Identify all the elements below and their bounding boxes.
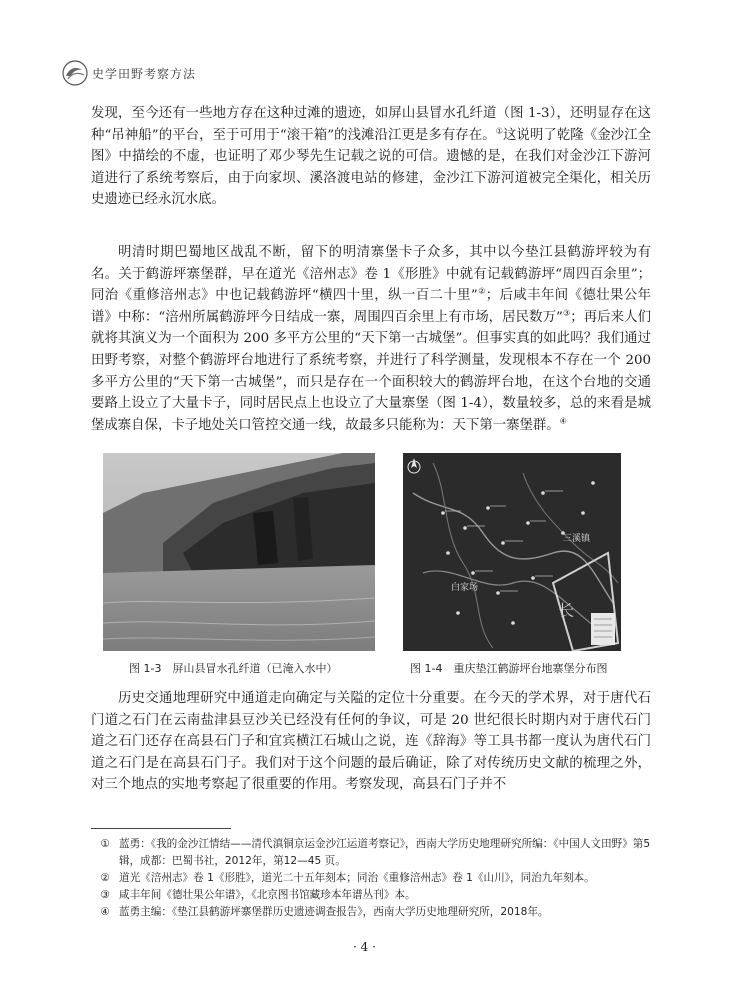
figure-1-4-caption: 图 1-4 重庆垫江鹤游坪台地寨堡分布图 — [410, 662, 608, 675]
wave-logo-icon — [62, 60, 88, 86]
footnote-mark: ① — [100, 838, 110, 850]
footnote-divider — [91, 828, 231, 829]
paragraph-1 — [91, 103, 651, 211]
figure-1-4-map — [403, 453, 621, 651]
map-label-chang: 长 — [558, 601, 575, 620]
paragraph-1-text-b: 这说明了乾隆《金沙江全图》中描绘的不虚，也证明了邓少琴先生记载之说的可信。遗憾的是，在我们对金沙江下游河道进行了系统考察后，由于向家坝、溪洛渡电站的修建，金沙江下游河道被完全渠化，相关历史遗迹已经永沉水底。 — [91, 127, 651, 208]
footnote-mark: ③ — [100, 889, 110, 901]
footnote-text: 咸丰年间《德壮果公年谱》，《北京图书馆藏珍本年谱丛刊》本。 — [119, 889, 416, 901]
footnote-text: 蓝勇主编：《垫江县鹤游坪寨堡群历史遗迹调查报告》，西南大学历史地理研究所，2018年。 — [119, 906, 549, 918]
footnote-3 — [91, 887, 651, 904]
paragraph-2-text-c: ；再后来人们就将其演义为一个面积为 200 多平方公里的“天下第一古城堡”。但事实真的如此吗？我们通过田野考察，对整个鹤游坪台地进行了系统考察，并进行了科学测量，发现根本不存在一个 200 多平方公里的“天下第一古城堡”，而只是存在一个面积较大的鹤游坪台地，在这个台地的交通要路上设立了大量卡子，同时居民点上也设立了大量寨堡（图 1-4），数量较多，总的来看是城堡成寨自保，卡子地处关口管控交通一线，故最多只能称为：天下第一寨堡群。 — [91, 309, 651, 433]
paragraph-3: 历史交通地理研究中通道走向确定与关隘的定位十分重要。在今天的学术界，对于唐代石门道之石门在云南盐津县豆沙关已经没有任何的争议，可是 20 世纪很长时期内对于唐代石门道之石门还存在高县石门子和宜宾横江石城山之说，连《辞海》等工具书都一度认为唐代石门道之石门是在高县石门子。我们对于这个问题的最后确证，除了对传统历史文献的梳理之外，对三个地点的实地考察起了很重要的作用。考察发现，高县石门子并不 — [91, 691, 651, 793]
footnote-1 — [91, 836, 651, 870]
figure-1-3-caption: 图 1-3 屏山县冒水孔纤道（已淹入水中） — [129, 662, 338, 675]
map-label-sanxi: 三溪镇 — [563, 534, 591, 544]
north-arrow-icon — [407, 457, 421, 475]
paragraph-2 — [91, 242, 651, 436]
footnote-ref-1[interactable]: ① — [495, 126, 503, 136]
paragraph-1-text-a: 发现，至今还有一些地方存在这种过滩的遗迹，如屏山县冒水孔纤道（图 1-3），还明显存在这种“吊神船”的平台，至于可用于“滚干箱”的浅滩沿江更是多有存在。 — [91, 106, 651, 143]
footnote-mark: ② — [100, 872, 110, 884]
page-number: · 4 · — [353, 940, 376, 954]
footnote-mark: ④ — [100, 906, 110, 918]
footnotes — [91, 836, 651, 921]
paragraph-2-text-b: ；后咸丰年间《德壮果公年谱》中称：“涪州所属鹤游坪今日结成一寨，周围四百余里上有市场，居民数万” — [91, 288, 651, 325]
footnote-ref-3[interactable]: ③ — [562, 308, 571, 318]
header-title: 史学田野考察方法 — [92, 66, 197, 81]
map-label-baijiachang: 白家场 — [451, 583, 479, 593]
figure-1-3-photo — [103, 453, 375, 651]
footnote-ref-4[interactable]: ④ — [559, 416, 567, 426]
footnote-text: 道光《涪州志》卷 1《形胜》，道光二十五年刻本；同治《重修涪州志》卷 1《山川》，同治九年刻本。 — [119, 872, 595, 884]
paragraph-2-text-a: 明清时期巴蜀地区战乱不断，留下的明清寨堡卡子众多，其中以今垫江县鹤游坪较为有名。关于鹤游坪寨堡群，早在道光《涪州志》卷 1《形胜》中就有记载鹤游坪“周四百余里”；同治《重修涪州志》中也记载鹤游坪“横四十里，纵一百二十里” — [91, 245, 651, 304]
footnote-2 — [91, 870, 651, 887]
footnote-text: 蓝勇：《我的金沙江情结——清代滇铜京运金沙江运道考察记》，西南大学历史地理研究所编：《中国人文田野》第5辑，成都：巴蜀书社，2012年，第12—45 页。 — [119, 838, 651, 867]
footnote-4 — [91, 904, 651, 921]
running-header — [62, 58, 196, 88]
footnote-ref-2[interactable]: ② — [477, 286, 486, 296]
